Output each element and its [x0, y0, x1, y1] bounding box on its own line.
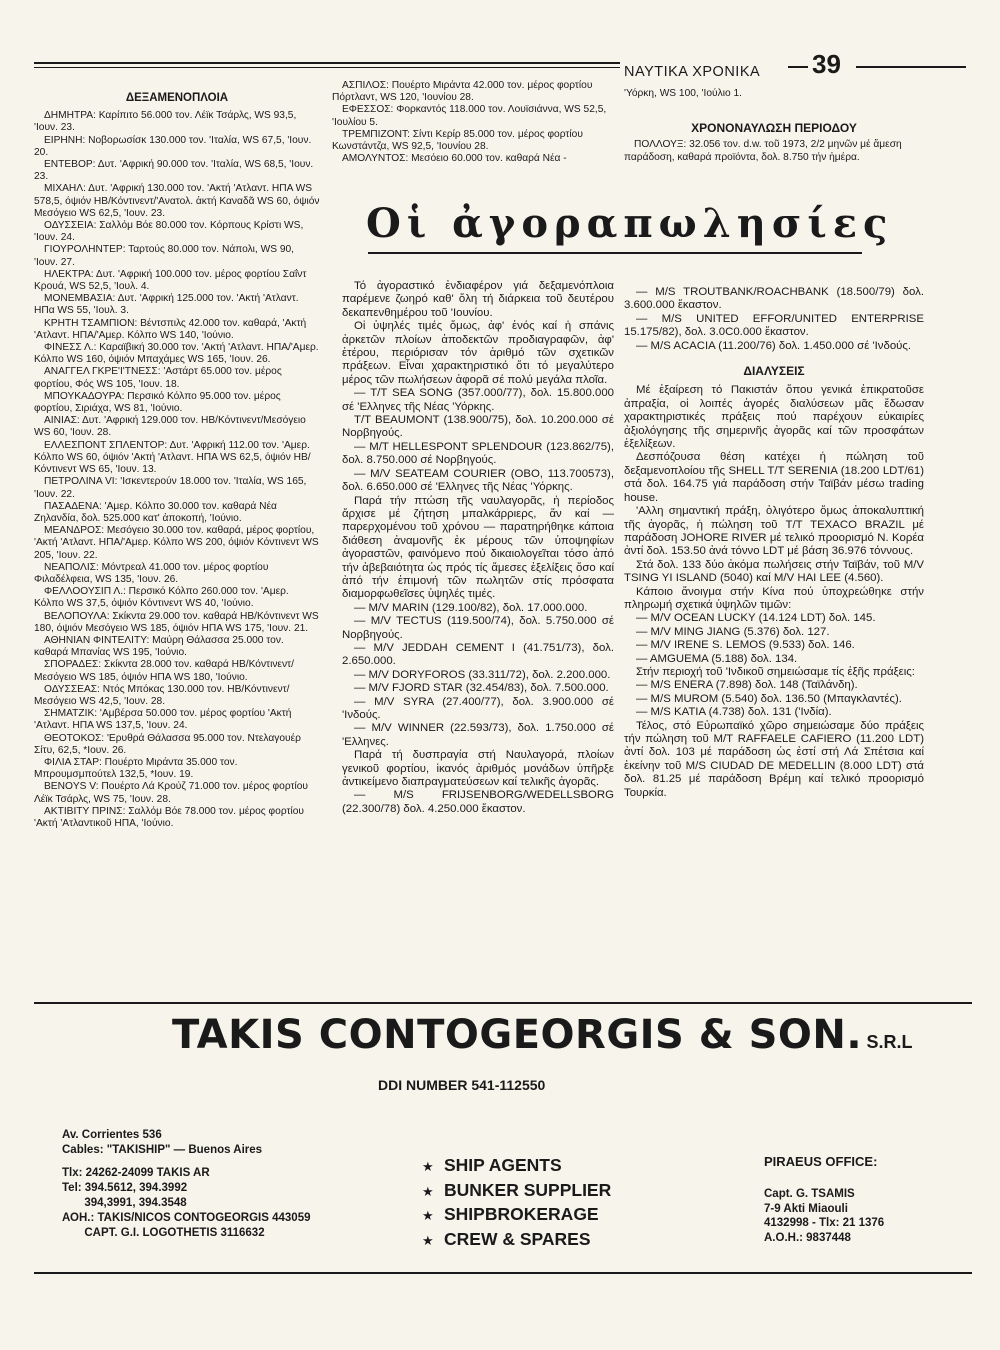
article-paragraph: Δεσπόζουσα θέση κατέχει ἡ πώληση τοῦ δεξαμενοπλοίου τῆς SHELL T/T SERENIA (18.200 LDT/61) στά δολ. 164.75 γιά παράδοση στήν Ταϊβάν μέσω trading house.	[624, 451, 924, 504]
ad-contact-line: ΑΟΗ.: TAKIS/NICOS CONTOGEORGIS 443059	[62, 1212, 311, 1224]
article-paragraph: Στά δολ. 133 δύο ἀκόμα πωλήσεις στήν Ταϊβάν, τοῦ M/V TSING YI ISLAND (5040) καί M/V HAI LEE (4.560).	[624, 558, 924, 585]
fixture-list-continued	[332, 80, 620, 165]
ad-company-suffix: S.R.L	[866, 1032, 913, 1052]
article-paragraph: — M/V DORYFOROS (33.311/72), δολ. 2.200.000.	[354, 668, 611, 681]
ad-service-label: SHIPBROKERAGE	[444, 1204, 599, 1224]
ad-service-label: SHIP AGENTS	[444, 1155, 562, 1175]
title-underline	[368, 252, 862, 254]
fixture-entry: ΜΠΟΥΚΑΔΟΥΡΑ: Περσικό Κόλπο 95.000 τον. μέρος φορτίου, Σιριάχα, WS 81, 'Ιούνιο.	[34, 390, 281, 415]
fixture-entry: ΑΣΠΙΛΟΣ: Πουέρτο Μιράντα 42.000 τον. μέρος φορτίου Πόρτλαντ, WS 120, 'Ιουνίου 28.	[332, 80, 593, 104]
article-paragraph: Οἱ ὑψηλές τιμές ὅμως, ἀφ' ἑνός καί ἡ σπάνις ἀρκετῶν πλοίων ἀποδεκτῶν προδιαγραφῶν, ἀφ' ἑτέρου, περιόρισαν τόν ἀριθμό τῶν σχετικῶν πράξεων. Εἶναι χαρακτηριστικό ὅτι τό μεγαλύτερο μέρος τῶν πωλήσεων ἀφορᾶ σέ πολύ μεγάλα πλοῖα.	[342, 320, 614, 386]
office-line: Capt. G. TSAMIS	[764, 1188, 855, 1200]
star-icon: ★	[422, 1159, 434, 1174]
article-paragraph: — M/V SYRA (27.400/77), δολ. 3.900.000 σέ 'Ινδούς.	[342, 695, 614, 721]
fixture-entry: ΔΗΜΗΤΡΑ: Καρίπιτο 56.000 τον. Λέϊκ Τσάρλς, WS 93,5, 'Ιουν. 23.	[34, 110, 297, 134]
fixture-entry: ΕΝΤΕΒΟΡ: Δυτ. 'Αφρική 90.000 τον. 'Ιταλία, WS 68,5, 'Ιουν. 23.	[34, 159, 314, 183]
office-line: 4132998 - Tlx: 21 1376	[764, 1217, 885, 1229]
article-paragraph: — M/T HELLESPONT SPLENDOUR (123.862/75), δολ. 8.750.000 σέ Νορβηγούς.	[342, 440, 614, 467]
fixture-entry: ΜΕΑΝΔΡΟΣ: Μεσόγειο 30.000 τον. καθαρά, μέρος φορτίου, 'Ακτή 'Ατλαντ. ΗΠΑ/'Αμερ. Κόλπο WS 200, όψιόν Κόντινεντ WS 205, 'Ιουν. 22.	[34, 525, 319, 561]
fixture-entry: ΠΕΤΡΟΛΙΝΑ VI: 'Ισκεντερούν 18.000 τον. 'Ιταλία, WS 165, 'Ιουν. 22.	[34, 476, 307, 500]
article-paragraph: — M/V JEDDAH CEMENT I (41.751/73), δολ. 2.650.000.	[342, 641, 614, 668]
ad-office-block	[764, 1154, 964, 1245]
fixture-entry: ΤΡΕΜΠΙΖΟΝΤ: Σίντι Κερίρ 85.000 τον. μέρος φορτίου Κωνστάντζα, WS 92,5, 'Ιουνίου 28.	[332, 128, 583, 153]
article-paragraph: — M/V WINNER (22.593/73), δολ. 1.750.000 σέ 'Ελληνες.	[342, 722, 614, 748]
demolition-heading: ΔΙΑΛΥΣΕΙΣ	[743, 364, 805, 379]
ad-service-label: BUNKER SUPPLIER	[444, 1179, 612, 1200]
ad-ddi-number: DDI NUMBER 541-112550	[378, 1077, 546, 1093]
tankers-heading: ΔΕΞΑΜΕΝΟΠΛΟΙΑ	[125, 92, 229, 104]
office-lines	[764, 1187, 964, 1245]
article-paragraph: T/T BEAUMONT (138.900/75), δολ. 10.200.000 σέ Νορβηγούς.	[342, 414, 614, 440]
fixture-entry: ΟΔΥΣΣΕΙΑ: Σαλλόμ Βόε 80.000 τον. Κόρπους Κρίστι WS, 'Ιουν. 24.	[34, 220, 304, 244]
article-paragraph: Κάποιο ἄνοιγμα στήν Κίνα πού ὑποχρεώθηκε στήν πληρωμή σχετικά ὑψηλῶν τιμῶν:	[624, 585, 924, 611]
fixture-entry: ΑΜΟΛΥΝΤΟΣ: Μεσόειο 60.000 τον. καθαρά Νέα -	[342, 153, 567, 165]
fixture-entry: ΒΕΛΟΠΟΥΛΑ: Σκίκντα 29.000 τον. καθαρά ΗΒ/Κόντινεντ WS 180, όψιόν Μεσόγειο WS 185, όψιόν ΗΠΑ WS 175, 'Ιουν. 21.	[34, 610, 319, 634]
star-icon: ★	[422, 1232, 434, 1248]
ad-service-label: CREW & SPARES	[444, 1228, 591, 1249]
fixtures-continuation-column	[332, 80, 620, 165]
ad-contact-line: Av. Corrientes 536	[62, 1129, 162, 1141]
header-rule-left-thin	[34, 67, 620, 68]
office-title: PIRAEUS OFFICE:	[764, 1154, 878, 1169]
ad-contact-line: CAPT. G.I. LOGOTHETIS 3116632	[62, 1227, 265, 1239]
ad-contact-line: Tlx: 24262-24099 TAKIS AR	[62, 1167, 210, 1179]
fixture-entry: ΑΙΝΙΑΣ: Δυτ. 'Αφρική 129.000 τον. ΗΒ/Κόντινεντ/Μεσόγειο WS 60, 'Ιουν. 28.	[34, 415, 306, 439]
article-paragraph: — M/S MUROM (5.540) δολ. 136.50 (Μπαγκλαντές).	[636, 692, 902, 705]
fixture-entry: ΠΑΣΑΔΕΝΑ: 'Αμερ. Κόλπο 30.000 τον. καθαρά Νέα Ζηλανδία, δολ. 525.000 κατ' ἀποκοπή, 'Ιούνιο.	[34, 500, 277, 524]
article-paragraph: Στήν περιοχή τοῦ 'Ινδικοῦ σημειώσαμε τίς ἑξῆς πράξεις:	[636, 665, 915, 678]
star-icon: ★	[422, 1183, 434, 1199]
demolition-list	[624, 384, 924, 800]
fixture-entry: ΕΛΛΕΣΠΟΝΤ ΣΠΛΕΝΤΟΡ: Δυτ. 'Αφρική 112.00 τον. 'Αμερ. Κόλπο WS 60, όψιόν 'Ακτή 'Ατλαντ. ΗΠΑ WS 62,5, όψιόν ΗΒ/Κόντινεντ WS 65, 'Ιουν. 13.	[34, 439, 311, 476]
tanker-fixtures-column	[34, 92, 320, 830]
article-paragraph: — M/V OCEAN LUCKY (14.124 LDT) δολ. 145.	[636, 612, 876, 625]
fixture-entry: ΑΚΤΙΒΙΤΥ ΠΡΙΝΣ: Σαλλόμ Βόε 78.000 τον. μέρος φορτίου 'Ακτή 'Ατλαντικοῦ ΗΠΑ, 'Ιούνιο.	[34, 805, 304, 829]
article-paragraph: — M/S UNITED EFFOR/UNITED ENTERPRISE 15.175/82), δολ. 3.0C0.000 ἕκαστον.	[624, 312, 924, 339]
fixture-entry: ΕΦΕΣΣΟΣ: Φορκαντός 118.000 τον. Λουϊσιάννα, WS 52,5, 'Ιουλίου 5.	[332, 104, 607, 128]
fixture-entry: ΦΙΛΙΑ ΣΤΑΡ: Πουέρτο Μιράντα 35.000 τον. Μπρουμσμπούτελ 132,5, *Ιουν. 19.	[34, 756, 238, 781]
publication-name: ΝΑΥΤΙΚΑ ΧΡΟΝΙΚΑ	[624, 64, 761, 80]
ad-top-rule	[34, 1002, 972, 1004]
article-paragraph: — M/V TECTUS (119.500/74), δολ. 5.750.000 σέ Νορβηγούς.	[342, 615, 614, 641]
sales-list-continued	[624, 286, 924, 353]
article-paragraph: — M/S ENERA (7.898) δολ. 148 (Ταϊλάνδη).	[636, 679, 858, 692]
article-title: Οἱ ἀγοραπωλησίες	[366, 200, 894, 247]
fixture-entry: ΘΕΟΤΟΚΟΣ: 'Ερυθρά Θάλασσα 95.000 τον. Ντελαγουέρ Σίτυ, 62,5, *Ιουν. 26.	[34, 732, 301, 756]
office-line: A.O.H.: 9837448	[764, 1231, 851, 1244]
ad-contact-block	[62, 1128, 392, 1241]
office-line: 7-9 Akti Miaouli	[764, 1202, 848, 1215]
sales-list	[342, 280, 614, 816]
article-paragraph: 'Αλλη σημαντική πράξη, ὀλιγότερο ὅμως ἀποκαλυπτική τῆς ἀγορᾶς, ἡ πώληση τοῦ T/T TEXACO BRAZIL μέ παράδοση JOHORE RIVER μέ τελικό προορισμό Ν. Κορέα ἀντί δολ. 153.50 ἀνά τόννο LDT μέ βάση 36.976 τόννους.	[624, 505, 924, 558]
ad-contact-line: Cables: "TAKISHIP" — Buenos Aires	[62, 1144, 263, 1156]
ad-service-item	[422, 1154, 682, 1179]
article-column-right	[624, 286, 924, 800]
fixture-entry: ΣΗΜΑΤΖΙΚ: 'Αμβέρσα 50.000 τον. μέρος φορτίου 'Ακτή 'Ατλαντ. ΗΠΑ WS 137,5, 'Ιουν. 24.	[34, 708, 292, 732]
article-paragraph: Τό ἀγοραστικό ἐνδιαφέρον γιά δεξαμενόπλοια παρέμενε ζωηρό καθ' ὅλη τή διάρκεια τοῦ δευτέρου δεκαπενθημέρου τοῦ 'Ιουνίου.	[342, 280, 614, 319]
ad-services-list	[422, 1154, 682, 1252]
page-number: 39	[812, 49, 841, 79]
article-paragraph: — M/S FRIJSENBORG/WEDELLSBORG (22.300/78) δολ. 4.250.000 ἕκαστον.	[342, 789, 614, 815]
fixture-entry: ΝΕΑΠΟΛΙΣ: Μόντρεαλ 41.000 τον. μέρος φορτίου Φιλαδέλφεια, WS 135, 'Ιουν. 26.	[34, 561, 269, 585]
fixture-entry: ΦΙΝΕΣΣ Λ.: Καραϊβική 30.000 τον. 'Ακτή 'Ατλαντ. ΗΠΑ/'Αμερ. Κόλπο WS 160, όψιόν Μπαχάμες WS 165, 'Ιουν. 26.	[34, 342, 319, 366]
ad-bottom-rule	[34, 1272, 972, 1274]
article-paragraph: — M/S TROUTBANK/ROACHBANK (18.500/79) δολ. 3.600.000 ἕκαστον.	[624, 286, 924, 312]
article-paragraph: Μέ ἐξαίρεση τό Πακιστάν ὅπου γενικά ἐπικρατοῦσε ἀπραξία, οἱ λοιπές ἀγορές διαλύσεων μᾶς ἔδωσαν χαρακτηριστικές πράξεις πού παρέχουν εὐκαιρίες ἀξιολόγησης τῆς σημερινῆς ἀγορᾶς καί τῶν προσφάτων ἐξελίξεων.	[624, 384, 924, 451]
ad-company-line	[172, 1012, 913, 1058]
ad-service-item	[422, 1179, 682, 1204]
continuation-line: 'Υόρκη, WS 100, 'Ιούλιο 1.	[624, 88, 742, 99]
article-paragraph: — M/S ACACIA (11.200/76) δολ. 1.450.000 σέ 'Ινδούς.	[636, 339, 912, 352]
fixture-entry: ΣΠΟΡΑΔΕΣ: Σκίκντα 28.000 τον. καθαρά ΗΒ/Κόντινεντ/Μεσόγειο WS 185, όψιόν ΗΠΑ WS 180, 'Ιούνιο.	[34, 659, 294, 683]
fixture-entry: ΓΙΟΥΡΟΛΗΝΤΕΡ: Ταρτούς 80.000 τον. Νάπολι, WS 90, 'Ιουν. 27.	[34, 244, 294, 268]
article-paragraph: — M/S KATIA (4.738) δολ. 131 ('Ινδία).	[636, 706, 832, 719]
time-charter-column	[624, 88, 924, 164]
article-paragraph: — T/T SEA SONG (357.000/77), δολ. 15.800.000 σέ 'Ελληνες τῆς Νέας 'Υόρκης.	[342, 387, 614, 413]
star-icon: ★	[422, 1208, 434, 1223]
fixture-entry: ΦΕΛΛΟΟΥΣΙΠ Λ.: Περσικό Κόλπο 260.000 τον. 'Αμερ. Κόλπο WS 37,5, όψιόν Κόντινεντ WS 40, 'Ιούνιο.	[34, 586, 289, 610]
article-paragraph: — M/V SEATEAM COURIER (OBO, 113.700573), δολ. 6.650.000 σέ 'Ελληνες τῆς Νέας 'Υόρκης.	[342, 467, 614, 494]
fixture-entry: ΜΙΧΑΗΛ: Δυτ. 'Αφρική 130.000 τον. 'Ακτή 'Ατλαντ. ΗΠΑ WS 578,5, όψιόν ΗΒ/Κόντινεντ/'Ανατολ. ἀκτή Καναδᾶ WS 60, όψιόν Μεσόγειο WS 62,5, 'Ιουν. 23.	[34, 183, 320, 219]
fixture-entry: ΑΘΗΝΙΑΝ ΦΙΝΤΕΛΙΤΥ: Μαύρη Θάλασσα 25.000 τον. καθαρά Μπανίας WS 195, 'Ιούνιο.	[34, 634, 284, 659]
article-paragraph: Τέλος, στό Εὐρωπαϊκό χῶρο σημειώσαμε δύο πράξεις τήν πώληση τοῦ M/T RAFFAELE CAFIERO (11.200 LDT) ἀντί δολ. 103 μέ παράδοση ὡς ἐστί στή Λά Σπέτσια καί ἐκείνην τοῦ M/S CIUDAD DE MEDELLIN (8.000 LDT) στά δολ. 81.25 μέ παράδοση Βρέμη καί τελικό προορισμό Τουρκία.	[624, 719, 924, 799]
tanker-fixture-list	[34, 110, 320, 830]
fixture-entry: ΗΛΕΚΤΡΑ: Δυτ. 'Αφρική 100.000 τον. μέρος φορτίου Σαΐντ Κρουά, WS 52,5, 'Ιουλ. 4.	[34, 268, 307, 293]
article-paragraph: — M/V FJORD STAR (32.454/83), δολ. 7.500.000.	[354, 682, 609, 695]
article-paragraph: — M/V MARIN (129.100/82), δολ. 17.000.000.	[354, 601, 588, 614]
article-column-left	[342, 280, 614, 816]
article-paragraph: — M/V MING JIANG (5.376) δολ. 127.	[636, 625, 830, 638]
header-rule-left	[34, 62, 620, 64]
ad-company-name: TAKIS CONTOGEORGIS & SON.	[172, 1012, 863, 1058]
article-paragraph: Παρά τή δυσπραγία στή Ναυλαγορά, πλοίων γενικοῦ φορτίου, ἱκανός ἀριθμός μονάδων ὑπῆρξε ἀντικείμενο διαπραγματεύσεων καί τελικῆς ἀγορᾶς.	[342, 749, 614, 789]
fixture-entry: ΑΝΑΓΓΕΛ ΓΚΡΕ'Ι'ΤΝΕΣΣ: 'Αστάρτ 65.000 τον. μέρος φορτίου, Φός WS 105, 'Ιουν. 18.	[34, 366, 282, 390]
fixture-entry: ΕΙΡΗΝΗ: Νοβορωσίσκ 130.000 τον. 'Ιταλία, WS 67,5, 'Ιουν. 20.	[34, 134, 312, 158]
ad-service-item	[422, 1228, 682, 1253]
ad-service-item	[422, 1203, 682, 1228]
article-paragraph: — M/V IRENE S. LEMOS (9.533) δολ. 146.	[636, 639, 855, 652]
fixture-entry: BENOYS V: Πουέρτο Λά Κρούζ 71.000 τον. μέρος φορτίου Λέϊκ Τσάρλς, WS 75, 'Ιουν. 28.	[34, 781, 308, 805]
time-charter-heading: ΧΡΟΝΟΝΑΥΛΩΣΗ ΠΕΡΙΟΔΟΥ	[691, 121, 857, 136]
ad-contact-line: Tel: 394.5612, 394.3992	[62, 1182, 188, 1194]
fixture-entry: ΟΔΥΣΣΕΑΣ: Ντός Μπόκας 130.000 τον. ΗΒ/Κόντινεντ/Μεσόγειο WS 42,5, 'Ιουν. 28.	[34, 683, 290, 707]
fixture-entry: ΚΡΗΤΗ ΤΣΑΜΠΙΟΝ: Βέντσπιλς 42.000 τον. καθαρά, 'Ακτή 'Ατλαντ. ΗΠΑ/'Αμερ. Κόλπο WS 140, 'Ιούνιο.	[34, 317, 307, 341]
article-paragraph: — AMGUEMA (5.188) δολ. 134.	[636, 652, 798, 665]
ad-contact-line: 394,3991, 394.3548	[62, 1197, 187, 1209]
fixture-entry: ΜΟΝΕΜΒΑΣΙΑ: Δυτ. 'Αφρική 125.000 τον. 'Ακτή 'Ατλαντ. ΗΠα WS 55, 'Ιουλ. 3.	[34, 293, 299, 317]
header-rule-mid	[788, 66, 808, 68]
article-paragraph: Παρά τήν πτώση τῆς ναυλαγορᾶς, ἡ περίοδος ἄρχισε μέ ζήτηση μπαλκάρριερς, ἄν καί — παρερχομένου τοῦ χρόνου — παρατηρήθηκε κάποια διάθεση ἀναμονῆς ἐκ μέρους τῶν ὑποψηφίων ἀγοραστῶν, φαινόμενο πού δικαιολογεῖται τόσο ἀπό τήν ἀβεβαιότητα ὡς πρός τίς ἄμεσες ἐξελίξεις ὅσο καί ἀπό τήν ἐπιμονή τῶν πωλητῶν στίς πρόσφατα διαμορφωθεῖσες ὑψηλές τιμές.	[342, 494, 614, 601]
header-rule-right	[856, 66, 966, 68]
ad-contact-line	[62, 1158, 392, 1166]
time-charter-text: ΠΟΛΛΟΥΞ: 32.056 τον. d.w. τοῦ 1973, 2/2 μηνῶν μέ ἄμεση παράδοση, καθαρά προϊόντα, δολ. 8.750 τήν ἡμέρα.	[624, 139, 902, 163]
